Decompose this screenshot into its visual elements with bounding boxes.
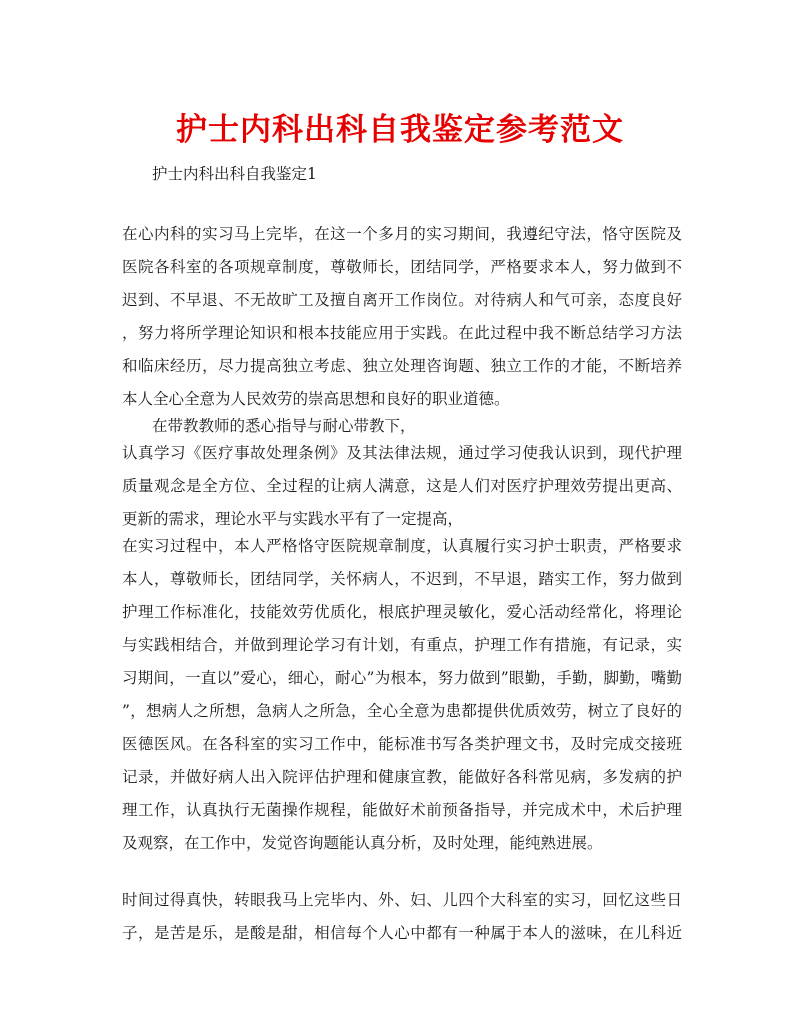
body-text-line: 和临床经历，尽力提高独立考虑、独立处理咨询题、独立工作的才能，不断培养 xyxy=(122,357,682,375)
body-text-line: 习期间，一直以”爱心，细心，耐心”为根本，努力做到”眼勤，手勤，脚勤，嘴勤 xyxy=(122,669,682,687)
body-text-line: 更新的需求，理论水平与实践水平有了一定提高， xyxy=(122,510,464,528)
body-text-line: 与实践相结合，并做到理论学习有计划，有重点，护理工作有措施，有记录，实 xyxy=(122,636,682,654)
body-text-line: 医德医风。在各科室的实习工作中，能标准书写各类护理文书，及时完成交接班 xyxy=(122,735,682,753)
body-text-line: ”，想病人之所想，急病人之所急，全心全意为患都提供优质效劳，树立了良好的 xyxy=(122,702,682,720)
body-text-line: 记录，并做好病人出入院评估护理和健康宣教，能做好各科常见病，多发病的护 xyxy=(122,768,682,786)
body-text-line: 在带教教师的悉心指导与耐心带教下， xyxy=(152,417,416,435)
body-text-line: 认真学习《医疗事故处理条例》及其法律法规，通过学习使我认识到，现代护理 xyxy=(122,444,682,462)
body-text-line: 医院各科室的各项规章制度，尊敬师长，团结同学，严格要求本人，努力做到不 xyxy=(122,258,682,276)
body-text-line: 在心内科的实习马上完毕，在这一个多月的实习期间，我遵纪守法，恪守医院及 xyxy=(122,225,682,243)
body-text-line: 质量观念是全方位、全过程的让病人满意，这是人们对医疗护理效劳提出更高、 xyxy=(122,477,682,495)
body-text-line: ，努力将所学理论知识和根本技能应用于实践。在此过程中我不断总结学习方法 xyxy=(122,324,682,342)
body-text-line: 时间过得真快，转眼我马上完毕内、外、妇、儿四个大科室的实习，回忆这些日 xyxy=(122,891,682,909)
body-text-line: 本人，尊敬师长，团结同学，关怀病人，不迟到，不早退，踏实工作，努力做到 xyxy=(122,570,682,588)
body-text-line: 理工作，认真执行无菌操作规程，能做好术前预备指导，并完成术中，术后护理 xyxy=(122,801,682,819)
document-title: 护士内科出科自我鉴定参考范文 xyxy=(176,112,624,148)
document-subtitle: 护士内科出科自我鉴定1 xyxy=(152,165,317,183)
body-text-line: 迟到、不早退、不无故旷工及擅自离开工作岗位。对待病人和气可亲，态度良好 xyxy=(122,291,682,309)
body-text-line: 护理工作标准化，技能效劳优质化，根底护理灵敏化，爱心活动经常化，将理论 xyxy=(122,603,682,621)
body-text-line: 在实习过程中，本人严格恪守医院规章制度，认真履行实习护士职责，严格要求 xyxy=(122,537,682,555)
body-text-line: 及观察，在工作中，发觉咨询题能认真分析，及时处理，能纯熟进展。 xyxy=(122,834,603,852)
body-text-line: 本人全心全意为人民效劳的崇高思想和良好的职业道德。 xyxy=(122,390,510,408)
body-text-line: 子，是苦是乐，是酸是甜，相信每个人心中都有一种属于本人的滋味，在儿科近 xyxy=(122,924,682,942)
